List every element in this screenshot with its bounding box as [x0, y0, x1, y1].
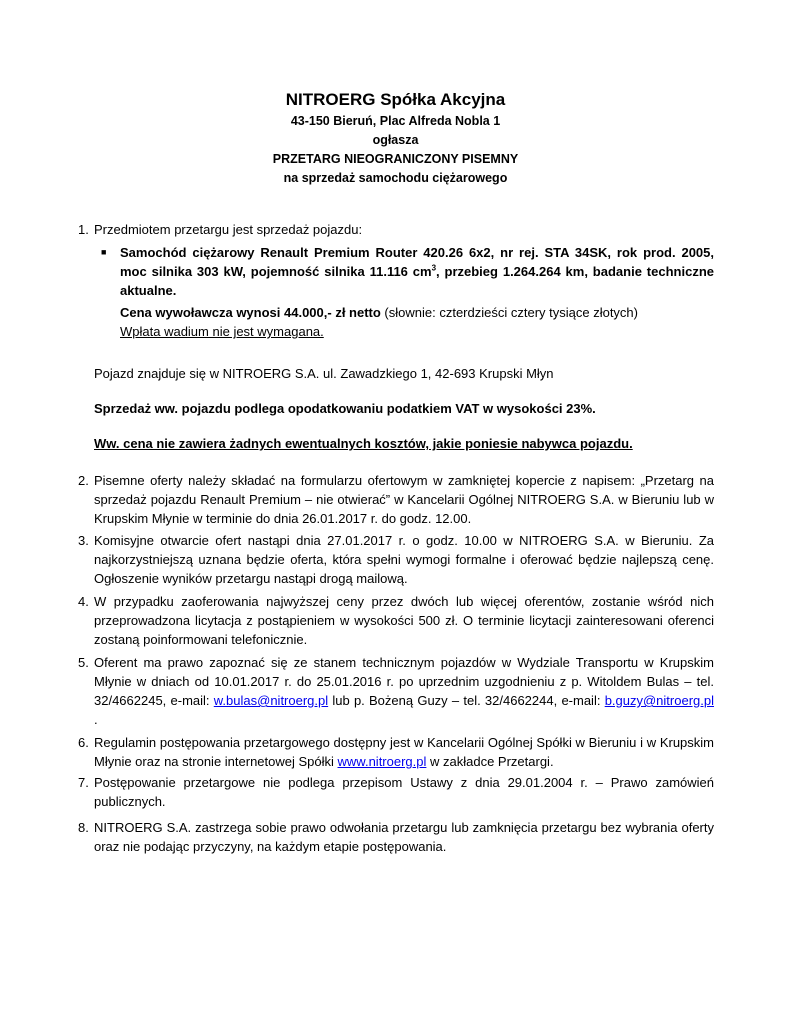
deposit-line: [120, 322, 714, 341]
item-6-number: 6.: [78, 735, 89, 750]
item-2-text: Pisemne oferty należy składać na formularzu ofertowym w zamkniętej kopercie z napisem: „Przetarg na sprzedaż pojazdu Renault Premium – nie otwierać” w Kancelarii Ogólnej NITROERG S.A. w Bieruniu lub w Krupskim Młynie w terminie do dnia 26.01.2017 r. do godz. 12.00.: [94, 473, 714, 526]
deposit-text: Wpłata wadium nie jest wymagana.: [120, 324, 324, 339]
item-8-number: 8.: [78, 820, 89, 835]
announces-line: ogłasza: [372, 133, 419, 147]
item-2-number: 2.: [78, 473, 89, 488]
costs-text: Ww. cena nie zawiera żadnych ewentualnych kosztów, jakie poniesie nabywca pojazdu.: [94, 436, 633, 451]
item-1-intro: Przedmiotem przetargu jest sprzedaż pojazdu:: [94, 222, 363, 237]
vehicle-text-a: Samochód ciężarowy Renault Premium Router 420.26 6x2, nr rej. STA 34SK, rok prod. 2005, moc silnika 303 kW, pojemność silnika 11.116 cm: [120, 245, 714, 279]
item-7-text: Postępowanie przetargowe nie podlega przepisom Ustawy z dnia 29.01.2004 r. – Prawo zamówień publicznych.: [94, 775, 714, 809]
price-bold: Cena wywoławcza wynosi 44.000,- zł netto: [120, 305, 381, 320]
document-header: [0, 88, 791, 188]
email-link-bulas[interactable]: w.bulas@nitroerg.pl: [213, 693, 329, 708]
vat-note: Sprzedaż ww. pojazdu podlega opodatkowaniu podatkiem VAT w wysokości 23%.: [94, 401, 596, 416]
price-words: (słownie: czterdzieści cztery tysiące złotych): [380, 305, 638, 320]
price-line: [120, 303, 714, 322]
item-5-text-a: Oferent ma prawo zapoznać się ze stanem technicznym pojazdów w Wydziale Transportu w Krupskim Młynie w dniach od 10.01.2017 r. do 25.01.2016 r. po uprzednim uzgodnieniu z p. Witoldem Bulas – tel. 32/4662245, e-mail:: [94, 655, 714, 708]
item-5-number: 5.: [78, 655, 89, 670]
vehicle-sup: 3: [431, 263, 437, 273]
company-name: NITROERG Spółka Akcyjna: [285, 90, 506, 109]
tender-subject: na sprzedaż samochodu ciężarowego: [283, 171, 508, 185]
company-address: 43-150 Bieruń, Plac Alfreda Nobla 1: [290, 114, 501, 128]
item-5-text-b: lub p. Bożeną Guzy – tel. 32/4662244, e-mail:: [328, 693, 605, 708]
tender-type: PRZETARG NIEOGRANICZONY PISEMNY: [272, 152, 519, 166]
item-3-number: 3.: [78, 533, 89, 548]
email-link-guzy[interactable]: b.guzy@nitroerg.pl: [604, 693, 714, 708]
item-5-text-c: .: [94, 712, 98, 727]
costs-note: [94, 434, 714, 453]
vehicle-text-b: , przebieg 1.264.264 km, badanie techniczne aktualne.: [120, 264, 714, 298]
item-6-text-b: w zakładce Przetargi.: [426, 754, 554, 769]
item-7-number: 7.: [78, 775, 89, 790]
item-5-text: [94, 653, 714, 729]
bullet-icon: ■: [101, 247, 107, 257]
item-4-number: 4.: [78, 594, 89, 609]
item-4-text: W przypadku zaoferowania najwyższej ceny przez dwóch lub więcej oferentów, zostanie wśród nich przeprowadzona licytacja z postąpieniem w wysokości 500 zł. O terminie licytacji zainteresowani oferenci zostaną poinformowani telefonicznie.: [94, 594, 714, 647]
item-6-text-a: Regulamin postępowania przetargowego dostępny jest w Kancelarii Ogólnej Spółki w Bieruniu i w Krupskim Młynie oraz na stronie internetowej Spółki: [94, 735, 714, 769]
website-link[interactable]: www.nitroerg.pl: [337, 754, 427, 769]
item-1-number: 1.: [78, 222, 89, 237]
vehicle-location: Pojazd znajduje się w NITROERG S.A. ul. Zawadzkiego 1, 42-693 Krupski Młyn: [94, 366, 554, 381]
item-3-text: Komisyjne otwarcie ofert nastąpi dnia 27.01.2017 r. o godz. 10.00 w NITROERG S.A. w Bieruniu. Za najkorzystniejszą uznana będzie oferta, która spełni wymogi formalne i oferować będzie najlepszą cenę. Ogłoszenie wyników przetargu nastąpi drogą mailową.: [94, 533, 714, 586]
vehicle-description: [120, 243, 714, 300]
item-8-text: NITROERG S.A. zastrzega sobie prawo odwołania przetargu lub zamknięcia przetargu bez wybrania oferty oraz nie podając przyczyny, na każdym etapie postępowania.: [94, 820, 714, 854]
item-6-text: [94, 733, 714, 771]
